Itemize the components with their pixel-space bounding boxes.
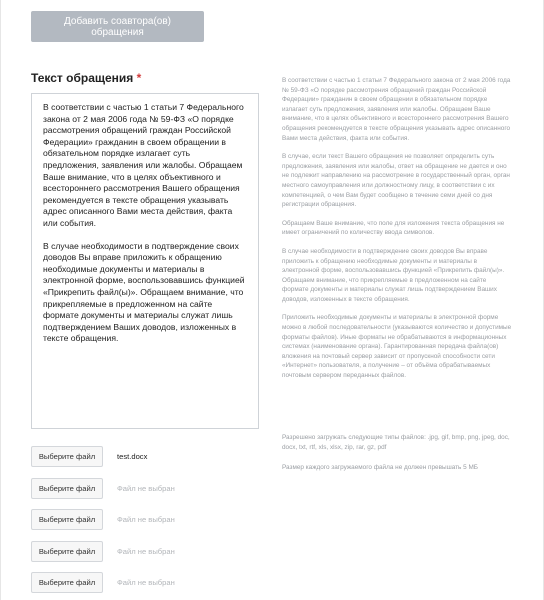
file-name: Файл не выбран bbox=[117, 578, 175, 587]
appeal-paragraph: В случае необходимости в подтверждение своих доводов Вы вправе приложить к обращению необходимые документы и материалы в электронной форме, воспользовавшись функцией «Прикрепить файл(ы)». Обращаем внимание, что прикрепляемые в предложенном на сайте формате документы и материалы служат лишь подтверждением Ваших доводов, изложенных в тексте обращения. bbox=[43, 240, 245, 344]
file-upload-row bbox=[31, 446, 147, 467]
max-size-text: Размер каждого загружаемого файла не должен превышать 5 МБ bbox=[282, 464, 479, 472]
help-paragraph: В соответствии с частью 1 статьи 7 Федерального закона от 2 мая 2006 года № 59-ФЗ «О порядке рассмотрения обращений граждан Российской Федерации» гражданин в своем обращении в обязательном порядке излагает суть предложения, заявления или жалобы. Обращаем Ваше внимание, что в целях объективного и всестороннего рассмотрения Вашего обращения рекомендуется в тексте обращения указывать адрес описанного Вами места действия, факта или события. bbox=[282, 77, 511, 142]
required-mark: * bbox=[136, 71, 142, 85]
appeal-paragraph: В соответствии с частью 1 статьи 7 Федерального закона от 2 мая 2006 года № 59-ФЗ «О порядке рассмотрения обращений граждан Российской Федерации» гражданин в своем обращении в обязательном порядке излагает суть предложения, заявления или жалобы. Обращаем Ваше внимание, что в целях объективного и всестороннего рассмотрения Вашего обращения рекомендуется в тексте обращения указывать адрес описанного Вами места действия, факта или события. bbox=[43, 102, 244, 228]
choose-file-button[interactable]: Выберите файл bbox=[31, 572, 103, 593]
appeal-title-text: Текст обращения bbox=[31, 71, 134, 85]
file-name: Файл не выбран bbox=[117, 515, 175, 524]
choose-file-button[interactable]: Выберите файл bbox=[31, 446, 103, 467]
help-paragraph: Обращаем Ваше внимание, что поле для изложения текста обращения не имеет ограничений по количеству ввода символов. bbox=[282, 219, 505, 237]
file-name: Файл не выбран bbox=[117, 547, 175, 556]
help-paragraph: В случае необходимости в подтверждение своих доводов Вы вправе приложить к обращению необходимые документы и материалы в электронной форме, воспользовавшись функцией «Прикрепить файл(ы)». Обращаем внимание, что прикрепляемые в предложенном на сайте формате документы и материалы служат лишь подтверждением Ваших доводов, изложенных в тексте обращения. bbox=[282, 247, 505, 303]
allowed-types-text: Разрешено загружать следующие типы файлов: .jpg, gif, bmp, png, jpeg, doc, docx, txt, rtf, xls, xlsx, zip, rar, gz, pdf bbox=[282, 434, 510, 451]
file-name: Файл не выбран bbox=[117, 484, 175, 493]
choose-file-button[interactable]: Выберите файл bbox=[31, 509, 103, 530]
allowed-files-info bbox=[282, 433, 514, 484]
appeal-textarea[interactable] bbox=[31, 93, 259, 429]
appeal-title bbox=[31, 71, 141, 85]
file-upload-row bbox=[31, 541, 175, 562]
help-paragraph: В случае, если текст Вашего обращения не позволяет определить суть предложения, заявления или жалобы, ответ на обращение не дается и оно не подлежит направлению на рассмотрение в государственный орган, орган местного самоуправления или должностному лицу, в соответствии с их компетенцией, о чем Вам будет сообщено в течение семи дней со дня регистрации обращения. bbox=[282, 153, 510, 209]
file-name: test.docx bbox=[117, 452, 148, 461]
choose-file-button[interactable]: Выберите файл bbox=[31, 478, 103, 499]
add-coauthor-button[interactable]: Добавить соавтора(ов) обращения bbox=[31, 11, 204, 42]
file-upload-row bbox=[31, 509, 175, 530]
help-text bbox=[282, 76, 514, 390]
choose-file-button[interactable]: Выберите файл bbox=[31, 541, 103, 562]
file-upload-row bbox=[31, 572, 175, 593]
help-paragraph: Приложить необходимые документы и материалы в электронной форме можно в любой последовательности (указываются количество и допустимые форматы файлов). Иные форматы не обрабатываются в информационных системах (наименование органа). Гарантированная передача файла(ов) вложения на почтовый сервер зависит от пропускной способности сети «Интернет» пользователя, а получение – от объёма обрабатываемых почтовым сервером переданных файлов. bbox=[282, 314, 512, 380]
file-upload-row bbox=[31, 478, 175, 499]
